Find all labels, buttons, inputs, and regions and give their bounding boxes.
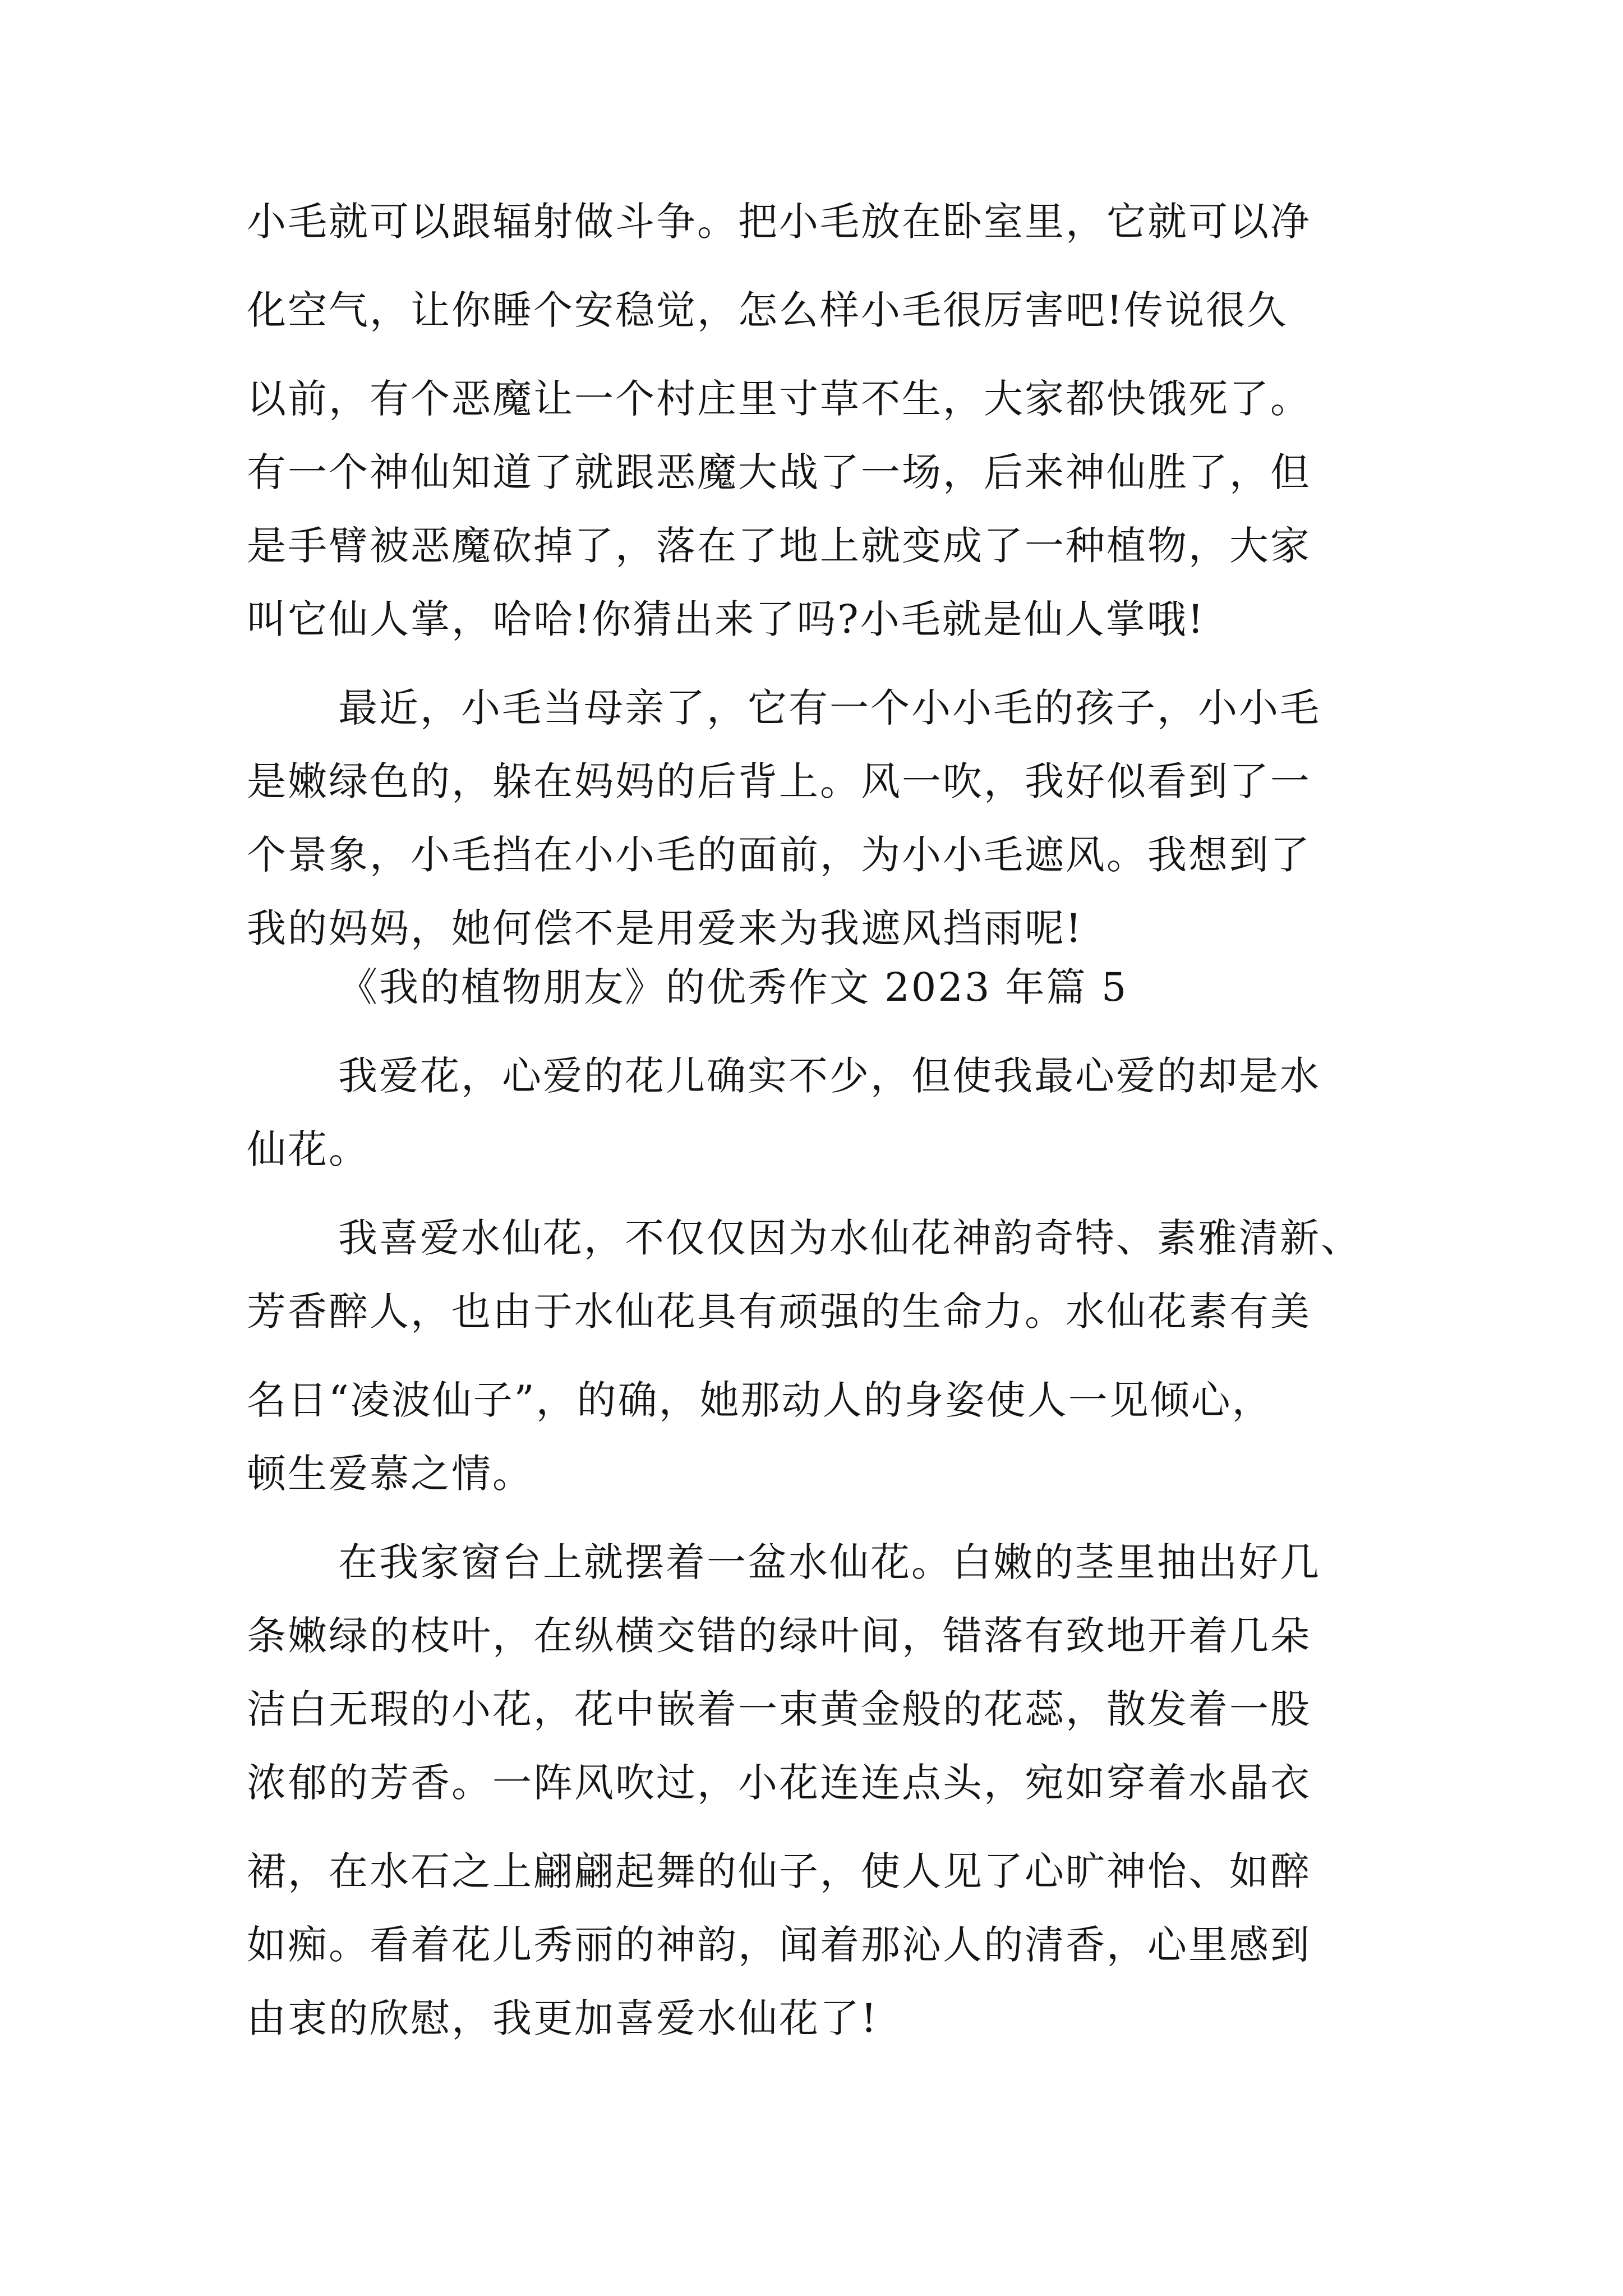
text-line: 我的妈妈，她何偿不是用爱来为我遮风挡雨呢!: [247, 905, 1083, 951]
text-line: 名日“凌波仙子”，的确，她那动人的身姿使人一见倾心，: [247, 1377, 1273, 1423]
text-line: 叫它仙人掌，哈哈!你猜出来了吗?小毛就是仙人掌哦!: [247, 596, 1205, 642]
text-line: 以前，有个恶魔让一个村庄里寸草不生，大家都快饿死了。: [247, 376, 1311, 422]
text-line: 仙花。: [247, 1126, 370, 1172]
text-line: 小毛就可以跟辐射做斗争。把小毛放在卧室里，它就可以净: [247, 199, 1311, 245]
text-line: 最近，小毛当母亲了，它有一个小小毛的孩子，小小毛: [338, 685, 1321, 731]
text-line: 裙，在水石之上翩翩起舞的仙子，使人见了心旷神怡、如醉: [247, 1848, 1311, 1894]
text-line: 我爱花，心爱的花儿确实不少，但使我最心爱的却是水: [338, 1053, 1321, 1099]
section-heading: 《我的植物朋友》的优秀作文 2023 年篇 5: [338, 964, 1128, 1010]
text-line: 有一个神仙知道了就跟恶魔大战了一场，后来神仙胜了，但: [247, 449, 1311, 495]
text-line: 顿生爱慕之情。: [247, 1451, 533, 1497]
text-line: 如痴。看着花儿秀丽的神韵，闻着那沁人的清香，心里感到: [247, 1922, 1311, 1968]
text-line: 芳香醉人，也由于水仙花具有顽强的生命力。水仙花素有美: [247, 1289, 1311, 1335]
text-line: 个景象，小毛挡在小小毛的面前，为小小毛遮风。我想到了: [247, 832, 1311, 878]
text-line: 浓郁的芳香。一阵风吹过，小花连连点头，宛如穿着水晶衣: [247, 1760, 1311, 1806]
text-line: 是手臂被恶魔砍掉了，落在了地上就变成了一种植物，大家: [247, 523, 1311, 569]
text-line: 在我家窗台上就摆着一盆水仙花。白嫩的茎里抽出好几: [338, 1539, 1321, 1585]
text-line: 是嫩绿色的，躲在妈妈的后背上。风一吹，我好似看到了一: [247, 758, 1311, 804]
text-line: 条嫩绿的枝叶，在纵横交错的绿叶间，错落有致地开着几朵: [247, 1613, 1311, 1659]
text-line: 化空气，让你睡个安稳觉，怎么样小毛很厉害吧!传说很久: [247, 287, 1288, 333]
text-line: 由衷的欣慰，我更加喜爱水仙花了!: [247, 1995, 879, 2041]
text-line: 我喜爱水仙花，不仅仅因为水仙花神韵奇特、素雅清新、: [338, 1215, 1362, 1261]
text-line: 洁白无瑕的小花，花中嵌着一束黄金般的花蕊，散发着一股: [247, 1686, 1311, 1732]
